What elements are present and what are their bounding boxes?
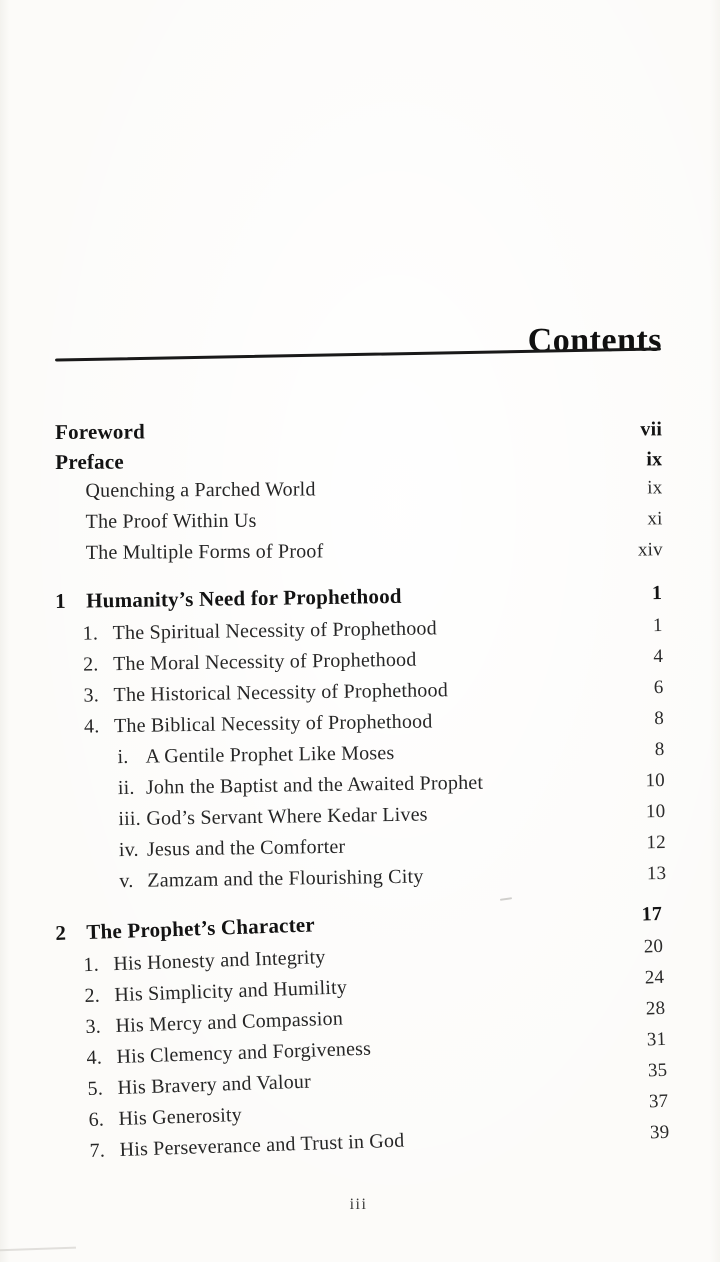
- toc-entry-page: 6: [653, 676, 664, 699]
- toc-entry-page: 1: [652, 614, 663, 637]
- toc-entry-label: The Moral Necessity of Prophethood: [112, 648, 417, 676]
- toc-entry-label: Foreword: [55, 419, 146, 444]
- toc-entry-label: The Spiritual Necessity of Prophethood: [112, 617, 438, 645]
- folio-page-number: iii: [349, 1196, 368, 1213]
- toc-entry-marker: 2.: [82, 653, 99, 676]
- toc-entry-page: xi: [647, 508, 663, 530]
- toc-entry-label: His Honesty and Integrity: [113, 946, 326, 976]
- toc-entry: [55, 416, 662, 450]
- chapter-page: 17: [641, 902, 663, 926]
- toc-entry-label: Quenching a Parched World: [85, 478, 316, 502]
- toc-entry-page: xiv: [637, 539, 663, 561]
- toc-entry-label: The Multiple Forms of Proof: [85, 540, 324, 564]
- chapter-number: 2: [55, 920, 67, 945]
- toc-content: [55, 0, 670, 1262]
- chapter-page: 1: [651, 581, 663, 605]
- chapter-2-section: [55, 901, 670, 1172]
- toc-entry-label: The Biblical Necessity of Prophethood: [113, 710, 433, 738]
- toc-entry: [56, 507, 663, 542]
- toc-entry-page: 31: [646, 1028, 667, 1051]
- toc-entry: [55, 476, 662, 511]
- front-matter-section: [55, 416, 663, 573]
- toc-entry-page: 39: [649, 1121, 670, 1144]
- toc-entry-label: His Simplicity and Humility: [114, 976, 348, 1007]
- toc-entry-page: 37: [648, 1090, 669, 1113]
- toc-entry-marker: 3.: [85, 1015, 102, 1039]
- toc-entry-page: 35: [647, 1059, 668, 1082]
- toc-entry: [56, 538, 663, 573]
- toc-entry-page: ix: [646, 448, 663, 471]
- toc-entry-page: 10: [645, 769, 666, 792]
- toc-entry-label: His Bravery and Valour: [117, 1070, 312, 1100]
- toc-entry-label: His Clemency and Forgiveness: [116, 1037, 372, 1069]
- toc-entry-label: Zamzam and the Flourishing City: [147, 865, 424, 892]
- toc-entry-label: His Mercy and Compassion: [115, 1007, 344, 1038]
- toc-entry-label: God’s Servant Where Kedar Lives: [146, 803, 428, 830]
- toc-entry-marker: 4.: [86, 1046, 103, 1070]
- toc-entry-label: Preface: [55, 449, 124, 474]
- toc-entry-marker: i.: [117, 745, 129, 769]
- toc-entry-label: His Perseverance and Trust in God: [119, 1129, 405, 1161]
- toc-entry-label: The Proof Within Us: [85, 509, 257, 533]
- toc-entry-marker: 1.: [83, 953, 100, 977]
- toc-entry-label: John the Baptist and the Awaited Prophet: [145, 771, 484, 799]
- chapter-title: Humanity’s Need for Prophethood: [85, 583, 402, 613]
- toc-entry-marker: iv.: [118, 838, 139, 862]
- toc-entry-marker: 3.: [83, 684, 100, 707]
- chapter-1-section: [55, 580, 667, 902]
- toc-entry-page: vii: [640, 418, 663, 441]
- toc-entry-marker: 7.: [89, 1139, 106, 1162]
- chapter-number: 1: [55, 588, 67, 613]
- toc-entry-label: A Gentile Prophet Like Moses: [145, 741, 395, 768]
- toc-entry: [55, 446, 662, 480]
- toc-entry-marker: 5.: [87, 1077, 104, 1101]
- toc-entry-marker: v.: [119, 869, 134, 893]
- toc-entry-label: Jesus and the Comforter: [146, 835, 346, 861]
- toc-entry-marker: iii.: [118, 807, 142, 831]
- toc-entry-page: 8: [654, 738, 665, 761]
- toc-entry-page: 13: [646, 862, 667, 885]
- page-title: Contents: [527, 321, 663, 360]
- toc-entry-marker: 6.: [88, 1108, 105, 1131]
- toc-entry-page: 20: [643, 935, 664, 958]
- toc-entry-label: The Historical Necessity of Prophethood: [113, 679, 449, 707]
- toc-entry-marker: 2.: [84, 984, 101, 1008]
- toc-entry-marker: ii.: [117, 776, 135, 800]
- toc-entry-page: ix: [647, 477, 663, 499]
- toc-entry-label: His Generosity: [118, 1103, 243, 1130]
- toc-entry-marker: 4.: [83, 715, 100, 738]
- toc-entry-page: 28: [645, 997, 666, 1020]
- chapter-title: The Prophet’s Character: [85, 912, 316, 944]
- toc-entry-page: 24: [644, 966, 665, 989]
- toc-entry-page: 8: [654, 707, 665, 730]
- toc-entry-marker: 1.: [82, 622, 99, 645]
- toc-entry-page: 4: [653, 645, 664, 668]
- toc-entry-page: 12: [646, 831, 666, 854]
- toc-entry-page: 10: [645, 800, 666, 823]
